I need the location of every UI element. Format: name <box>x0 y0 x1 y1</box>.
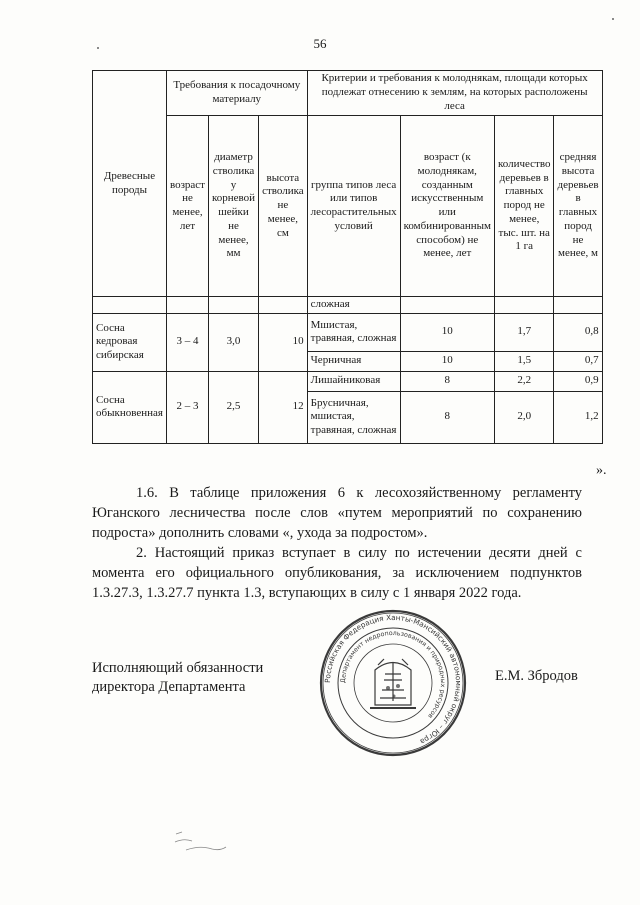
requirements-table <box>92 70 603 444</box>
subheader-forest-type: группа типов леса или типов лесорастительных условий <box>307 116 400 297</box>
mean-height-cell: 0,7 <box>554 351 602 371</box>
subheader-tree-count: количество деревьев в главных пород не менее, тыс. шт. на 1 га <box>494 116 554 297</box>
signer-title <box>92 659 263 697</box>
tree-count-cell: 2,2 <box>494 371 554 391</box>
paragraph-2: 2. Настоящий приказ вступает в силу по истечении десяти дней с момента его официального опубликования, за исключением подпунктов 1.3.27.3, 1.3.27.7 пункта 1.3, вступающих в силу с 1 января 2022 года. <box>92 545 582 601</box>
forest-type-cell: сложная <box>307 297 400 314</box>
tree-count-cell: 1,7 <box>494 313 554 351</box>
mean-height-cell: 1,2 <box>554 391 602 443</box>
young-age-cell: 10 <box>400 351 494 371</box>
seal-outer-text: Российская Федерация Ханты-Мансийский автономный округ – Югра <box>322 612 464 747</box>
height-cell: 10 <box>259 313 308 371</box>
page-number: 56 <box>313 36 327 51</box>
forest-type-cell: Брусничная, мшистая, травяная, сложная <box>307 391 400 443</box>
handwritten-mark <box>172 828 232 858</box>
header-young-stands: Критерии и требования к молоднякам, площади которых подлежат отнесению к землям, на которых расположены леса <box>307 71 602 116</box>
young-age-cell: 8 <box>400 371 494 391</box>
table-row <box>93 313 603 351</box>
species-cell: Сосна обыкновенная <box>93 371 167 443</box>
height-cell: 12 <box>259 371 308 443</box>
young-age-cell: 10 <box>400 313 494 351</box>
seal-emblem-icon <box>370 659 416 708</box>
subheader-mean-height: средняя высота деревьев в главных пород не менее, м <box>554 116 602 297</box>
header-species: Древесные породы <box>93 71 167 297</box>
closing-quote: ». <box>596 463 607 478</box>
paragraph-1-6: 1.6. В таблице приложения 6 к лесохозяйственному регламенту Юганского лесничества после слов «путем мероприятий по сохранению подроста» дополнить словами «, ухода за подростом». <box>92 485 582 541</box>
diameter-cell: 3,0 <box>209 313 259 371</box>
age-cell: 3 – 4 <box>166 313 208 371</box>
subheader-height: высота стволика не менее, см <box>259 116 308 297</box>
forest-type-cell: Черничная <box>307 351 400 371</box>
signer-title-line-1: Исполняющий обязанности <box>92 660 264 676</box>
tree-count-cell: 2,0 <box>494 391 554 443</box>
seal-inner-text: Департамент недропользования и природных ресурсов <box>339 629 447 720</box>
subheader-age: возраст не менее, лет <box>166 116 208 297</box>
mean-height-cell: 0,8 <box>554 313 602 351</box>
age-cell: 2 – 3 <box>166 371 208 443</box>
young-age-cell: 8 <box>400 391 494 443</box>
subheader-young-age: возраст (к молоднякам, созданным искусственным или комбинированным способом) не менее, лет <box>400 116 494 297</box>
diameter-cell: 2,5 <box>209 371 259 443</box>
official-seal <box>318 608 468 758</box>
tree-count-cell: 1,5 <box>494 351 554 371</box>
mean-height-cell: 0,9 <box>554 371 602 391</box>
signer-name: Е.М. Збродов <box>495 668 578 684</box>
table-row <box>93 371 603 391</box>
species-cell: Сосна кедровая сибирская <box>93 313 167 371</box>
forest-type-cell: Мшистая, травяная, сложная <box>307 313 400 351</box>
header-planting-material: Требования к посадочному материалу <box>166 71 307 116</box>
table-row <box>93 297 603 314</box>
forest-type-cell: Лишайниковая <box>307 371 400 391</box>
scan-speck <box>612 18 614 20</box>
scan-speck <box>97 47 99 49</box>
subheader-diameter: диаметр стволика у корневой шейки не менее, мм <box>209 116 259 297</box>
signer-title-line-2: директора Департамента <box>92 679 246 695</box>
